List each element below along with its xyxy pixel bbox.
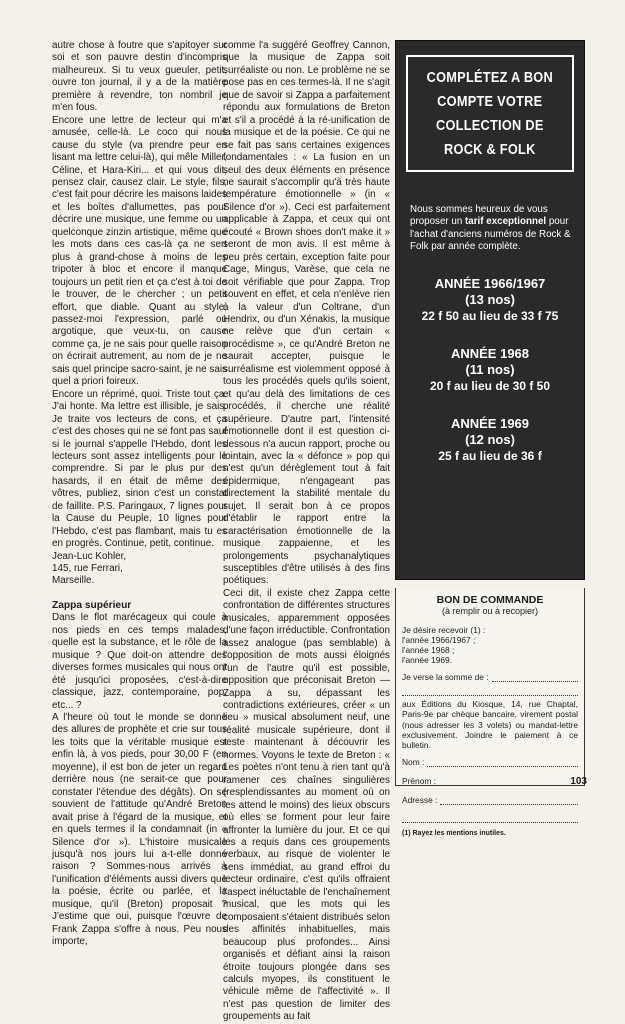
paragraph: Encore un réprimé, quoi. Triste tout ça. J'ai honte. Ma lettre est illisible, je sais. Je traite vos lecteurs de cons, et ça c'est des choses qui ne se font pas sauf si le journal s'appelle l'Hebdo, dont les lecteurs sont assez intelligents pour le comprendre. Si par le plus pur des hasards, il en était de même des vôtres, publiez, sinon c'est un constat de faillite. P.S. Paringaux, 7 lignes pour la Cause du Peuple, 10 lignes pour l'Hebdo, c'est pas flambant, mais tu es en progrès. Continue, petit, continue. [52,388,227,550]
firstname-label: Prénom : [402,775,436,786]
ad-panel [395,40,585,580]
year-label: ANNÉE 1968 [450,345,530,361]
payment-field[interactable] [402,672,578,682]
blank-line[interactable] [402,687,578,696]
order-line: l'année 1969. [402,655,453,666]
payment-fill-line[interactable] [492,673,578,682]
payment-label: Je verse la somme de : [402,671,489,682]
name-fill-line[interactable] [427,758,578,767]
order-line: l'année 1968 ; [402,645,455,656]
order-form-subtitle: (à remplir ou à recopier) [441,606,539,617]
offer-year [396,346,584,394]
year-label: ANNÉE 1969 [450,415,530,431]
address-label: Adresse : [402,795,438,806]
signature-name: Jean-Luc Kohler, [52,550,127,562]
page-number: 103 [570,776,587,787]
ad-intro-text-end: pour l'achat d'anciens numéros de Rock & Folk par année complète. [410,216,571,253]
name-label: Nom : [402,756,425,767]
paragraph: autre chose à foutre que s'apitoyer sur soi et son pauvre destin d'incompris malheureux. Si tu veux gueuler, petit, ouvre ton journal, il y a de la matière première à revendre, ton nombril je m'en fous. [52,40,227,114]
address-fill-line[interactable] [440,796,578,805]
firstname-fill-line[interactable] [439,777,578,786]
year-price: 22 f 50 au lieu de 33 f 75 [421,308,559,323]
article-column-1 [52,40,227,949]
dotted-line[interactable] [402,814,578,823]
subscription-ad [395,40,585,838]
address-field[interactable] [402,795,578,805]
order-footnote: (1) Rayez les mentions inutiles. [402,830,506,838]
ad-headline-line: COLLECTION DE [436,117,544,134]
firstname-field[interactable] [402,776,578,786]
paragraph: A l'heure où tout le monde se donne des allures de prophète et crie sur tous les toits que la véritable musique est enfin là, à vos pieds, pour 30,00 F (en moyenne), il est bon de jeter un regard derrière nous (ne serait-ce que pour constater l'étendue des dégâts). On se souvient de l'attitude qu'André Breton avait prise à l'égard de la musique, et en quels termes il la condamnait (in « Silence d'or »). L'histoire musicale jusqu'à nos jours lui a-t-elle donné raison ? Sommes-nous arrivés à l'unification d'éléments aussi divers que la poésie, écrite ou parlée, et la musique, qu'il (Breton) proposait ? J'estime que oui, puisque l'œuvre de Frank Zappa s'offre à nous. Peu nous importe, [52,712,227,948]
signature-street: 145, rue Ferrari, [52,563,123,575]
year-label: ANNÉE 1966/1967 [434,275,546,291]
order-line: l'année 1966/1967 ; [402,634,476,645]
year-price: 20 f au lieu de 30 f 50 [429,378,551,393]
blank-line[interactable] [402,814,578,823]
offer-year [396,416,584,464]
order-line: Je désire recevoir (1) : [402,624,486,635]
section-heading: Zappa supérieur [52,599,132,611]
article-column-2 [223,40,390,1024]
ad-headline-line: ROCK & FOLK [444,141,536,158]
ad-headline-line: COMPTE VOTRE [437,93,543,110]
paragraph: comme l'a suggéré Geoffrey Cannon, que la musique de Zappa soit surréaliste ou non. Le problème ne se pose pas en ces termes-là. Il ne s'agit que de savoir si Zappa a parfaitement répondu aux formulations de Breton et s'il a procédé à la ré-unification de la musique et de la poésie. Ce qui ne se fait pas sans certaines exigences fondamentales : « La fusion en un seul des deux éléments en présence ne saurait s'accomplir qu'à très haute température émotionnelle » (in « Silence d'or »). Ceci est parfaitement applicable à Zappa, et ceux qui ont écouté « Brown shoes don't make it » seront de mon avis. Il est même à peu près certain, exception faite pour Cage, Mingus, Varèse, que cela ne soit vérifiable que pour Zappa. Trop souvent en effet, et cela n'enlève rien à la valeur d'un Coltrane, d'un Hendrix, ou d'un Xénakis, la musique ne relève que d'un certain « procédisme », ce qu'André Breton ne saurait accepter, puisque le surréalisme est violemment opposé à tous les procédés quels qu'ils soient, et qu'au delà des limitations de ces procédés, il cherche une réalité supérieure. D'autre part, l'intensité émotionnelle dont il est question ci-dessous n'a aucun rapport, proche ou lointain, avec la « défonce » pop qui n'est qu'un dérèglement tout à fait épidermique, n'engageant pas directement la stabilité mentale du sujet. Il serait bon à ce propos d'établir le rapport entre la caractérisation émotionnelle de la musique zappaienne, et les prolongements psychanalytiques susceptibles d'être utilisés à des fins poétiques. [223,40,390,587]
paragraph: Ceci dit, il existe chez Zappa cette confrontation de différentes structures musicales, apparemment opposées d'une façon irréductible. Confrontation assez analogue (pas semblable) à l'opposition de mots aussi éloignés l'un de l'autre qu'il est possible, opposition que préconisait Breton — Zappa a su, dépassant les contradictions extérieures, créer « un lieu » musical absolument neuf, une réalité musicale supérieure, dont il reste maintenant à découvrir les normes. Voyons le texte de Breton : « Les poètes n'ont tenu à rien tant qu'à ramener ces chaînes singulières (resplendissantes au moment où on les attend le moins) des lieux obscurs où elles se forment pour leur faire affronter la lumière du jour. Et ce qui les a requis dans ces groupements verbaux, au risque de violenter le sens immédiat, au grand effroi du lecteur ordinaire, c'est qu'ils offraient l'aspect inéluctable de l'enchaînement musical, que les mots qui les composaient s'étaient distribués selon des affinités inhabituelles, mais beaucoup plus profondes... Ainsi organisés et défiant ainsi la raison étroite toujours plongée dans ses calculs myopes, ils constituent le véhicule même de l'affectivité ». Il n'est pas question de limiter des groupements au fait [223,587,390,1023]
paragraph: Dans le flot marécageux qui coule à nos pieds en ces temps malades, quelle est la substance, et le rôle de la musique ? Que doit-on attendre des diverses formes musicales qui nous ont été jusqu'ici proposées, c'est-à-dire classique, jazz, contemporaine, pop, etc... ? [52,612,227,711]
paragraph: Encore une lettre de lecteur qui m'a amusée, celle-là. Le coco qui nous cause du style (va prendre peur en lisant ma lettre celui-là), qui mêle Miller, Céline, et Hara-Kiri... et qui vous dit, pensez clair, causez clair. Le style, fils, c'est fait pour décrire les maisons laides et les boîtes d'allumettes, pas pour décrire une musique, une femme ou un quelconque zinzin artistique, même que les mots dans ces cas-là ça ne sert plus à grand-chose à moins de les tripoter à bloc et encore il manque toujours un petit rien et ça c'est à toi de le trouver, de le chercher ; un petit effort, que diable. Quant au style, passez-moi l'expression, parlé ou argotique, que veux-tu, on cause comme ça, je ne sais pour quelle raison on écrirait autrement, au nom de je ne sais quel principe sacro-saint, je ne sais quel a priori foireux. [52,114,227,388]
dotted-line[interactable] [402,687,578,696]
offer-year [396,276,584,324]
ad-intro [410,204,574,254]
name-field[interactable] [402,757,578,767]
year-price: 25 f au lieu de 36 f [438,448,542,463]
issue-count: (12 nos) [465,431,515,447]
order-form [395,588,585,838]
ad-intro-highlight: tarif exceptionnel [465,216,547,228]
ad-headline-frame [406,55,574,172]
issue-count: (11 nos) [465,361,515,377]
issue-count: (13 nos) [465,291,515,307]
signature-city: Marseille. [52,575,95,587]
payment-instructions: aux Éditions du Kiosque, 14, rue Chaptal, Paris-9e par chèque bancaire, virement postal (nous adresser les 3 volets) ou mandat-lettre exclusivement. Joindre le paiement à ce bulletin. [402,699,578,751]
ad-intro-text: Nous sommes heureux de vous proposer un [410,204,548,228]
ad-headline-line: COMPLÉTEZ A BON [426,69,554,86]
order-form-title: BON DE COMMANDE [436,594,544,606]
